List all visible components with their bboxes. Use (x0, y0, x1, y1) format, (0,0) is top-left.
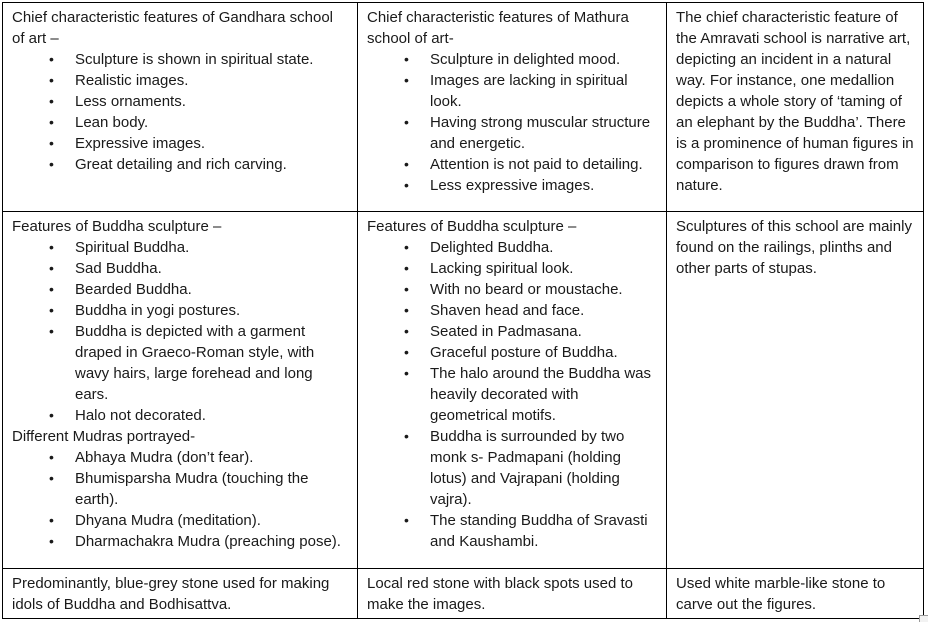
bullet-item (49, 531, 349, 552)
bullet-icon: • (49, 533, 54, 549)
bullet-item (49, 258, 349, 279)
bullet-item (49, 405, 349, 426)
cell-amravati-characteristics (667, 3, 924, 212)
bullet-icon: • (404, 156, 409, 172)
bullet-text: Sculpture is shown in spiritual state. (75, 51, 314, 68)
bullet-text: Images are lacking in spiritual look. (430, 72, 628, 110)
bullet-text: Lean body. (75, 114, 149, 131)
table-row-characteristics (3, 3, 924, 212)
bullet-text: Less ornaments. (75, 93, 186, 110)
bullet-icon: • (49, 239, 54, 255)
cell-paragraph-text: Local red stone with black spots used to make the images. (367, 575, 633, 613)
table-row-stone-material (3, 569, 924, 619)
bullet-item (404, 70, 658, 112)
bullet-item (49, 300, 349, 321)
bullet-icon: • (49, 512, 54, 528)
bullet-item (404, 342, 658, 363)
cell-gandhara-buddha-features (3, 212, 358, 569)
bullet-icon: • (49, 51, 54, 67)
bullet-icon: • (404, 365, 409, 381)
bullet-item (404, 237, 658, 258)
bullet-item (49, 112, 349, 133)
bullet-icon: • (404, 302, 409, 318)
bullet-item (404, 279, 658, 300)
cell-amravati-stone (667, 569, 924, 619)
table-row-buddha-features (3, 212, 924, 569)
bullet-icon: • (49, 114, 54, 130)
bullet-icon: • (49, 72, 54, 88)
cell-amravati-locations (667, 212, 924, 569)
bullet-item (404, 175, 658, 196)
bullet-item (49, 510, 349, 531)
bullet-icon: • (404, 281, 409, 297)
bullet-text: Buddha is surrounded by two monk s- Padmapani (holding lotus) and Vajrapani (holding vajra). (430, 428, 625, 508)
bullet-item (404, 154, 658, 175)
bullet-item (404, 300, 658, 321)
cell-mathura-characteristics (358, 3, 667, 212)
cell-gandhara-characteristics (3, 3, 358, 212)
bullet-text: Spiritual Buddha. (75, 239, 190, 256)
bullet-item (404, 112, 658, 154)
bullet-list (12, 237, 349, 426)
bullet-item (49, 133, 349, 154)
bullet-text: Having strong muscular structure and energetic. (430, 114, 651, 152)
cell-mathura-buddha-features (358, 212, 667, 569)
bullet-text: With no beard or moustache. (430, 281, 623, 298)
bullet-list (12, 447, 349, 552)
bullet-text: Lacking spiritual look. (430, 260, 574, 277)
cell-intro-text: Different Mudras portrayed- (12, 428, 196, 445)
bullet-item (49, 91, 349, 112)
bullet-icon: • (49, 156, 54, 172)
bullet-item (49, 237, 349, 258)
cell-paragraph-text: Used white marble-like stone to carve out the figures. (676, 575, 886, 613)
bullet-text: Attention is not paid to detailing. (430, 156, 643, 173)
bullet-item (49, 321, 349, 405)
bullet-icon: • (49, 449, 54, 465)
cell-gandhara-stone (3, 569, 358, 619)
cell-intro-text: Chief characteristic features of Mathura school of art- (367, 9, 629, 47)
bullet-text: Great detailing and rich carving. (75, 156, 287, 173)
bullet-list (367, 49, 658, 196)
schools-comparison-table (2, 2, 924, 619)
bullet-item (49, 447, 349, 468)
bullet-text: Bearded Buddha. (75, 281, 192, 298)
bullet-text: Sculpture in delighted mood. (430, 51, 621, 68)
cell-paragraph-text: Predominantly, blue-grey stone used for making idols of Buddha and Bodhisattva. (12, 575, 330, 613)
bullet-text: Realistic images. (75, 72, 189, 89)
bullet-text: Buddha in yogi postures. (75, 302, 241, 319)
bullet-item (404, 49, 658, 70)
bullet-item (404, 426, 658, 510)
bullet-text: The standing Buddha of Sravasti and Kaushambi. (430, 512, 648, 550)
bullet-icon: • (404, 428, 409, 444)
bullet-item (404, 258, 658, 279)
bullet-icon: • (404, 323, 409, 339)
cell-paragraph-text: The chief characteristic feature of the Amravati school is narrative art, depicting an incident in a natural way. For instance, one medallion depicts a whole story of ‘taming of an elephant by the Buddha’. There is a prominence of human figures in comparison to figures drawn from nature. (676, 9, 914, 194)
bullet-item (404, 363, 658, 426)
bullet-text: Delighted Buddha. (430, 239, 554, 256)
bullet-item (49, 70, 349, 91)
bullet-text: Buddha is depicted with a garment draped in Graeco-Roman style, with wavy hairs, large forehead and long ears. (75, 323, 315, 403)
bullet-text: Halo not decorated. (75, 407, 206, 424)
bullet-icon: • (404, 177, 409, 193)
bullet-icon: • (49, 470, 54, 486)
bullet-icon: • (404, 260, 409, 276)
bullet-text: Bhumisparsha Mudra (touching the earth). (75, 470, 309, 508)
bullet-icon: • (49, 323, 54, 339)
cell-intro-text: Features of Buddha sculpture – (367, 218, 577, 235)
bullet-text: Abhaya Mudra (don’t fear). (75, 449, 254, 466)
bullet-icon: • (404, 51, 409, 67)
bullet-icon: • (49, 135, 54, 151)
bullet-text: Dhyana Mudra (meditation). (75, 512, 261, 529)
bullet-icon: • (404, 344, 409, 360)
bullet-icon: • (49, 407, 54, 423)
bullet-text: Seated in Padmasana. (430, 323, 582, 340)
bullet-text: Sad Buddha. (75, 260, 162, 277)
cell-mathura-stone (358, 569, 667, 619)
bullet-item (49, 468, 349, 510)
bullet-text: The halo around the Buddha was heavily decorated with geometrical motifs. (430, 365, 651, 424)
table-resize-handle-icon[interactable] (919, 615, 928, 622)
bullet-text: Shaven head and face. (430, 302, 585, 319)
bullet-icon: • (404, 72, 409, 88)
bullet-text: Dharmachakra Mudra (preaching pose). (75, 533, 341, 550)
cell-paragraph-text: Sculptures of this school are mainly found on the railings, plinths and other parts of stupas. (676, 218, 912, 277)
bullet-icon: • (404, 114, 409, 130)
bullet-text: Graceful posture of Buddha. (430, 344, 618, 361)
bullet-text: Less expressive images. (430, 177, 595, 194)
bullet-item (49, 49, 349, 70)
bullet-icon: • (49, 281, 54, 297)
bullet-icon: • (404, 239, 409, 255)
bullet-list (367, 237, 658, 552)
bullet-text: Expressive images. (75, 135, 206, 152)
bullet-item (404, 510, 658, 552)
cell-intro-text: Chief characteristic features of Gandhara school of art – (12, 9, 333, 47)
bullet-list (12, 49, 349, 175)
cell-intro-text: Features of Buddha sculpture – (12, 218, 222, 235)
bullet-item (404, 321, 658, 342)
bullet-icon: • (404, 512, 409, 528)
bullet-item (49, 279, 349, 300)
bullet-icon: • (49, 93, 54, 109)
bullet-icon: • (49, 302, 54, 318)
bullet-item (49, 154, 349, 175)
bullet-icon: • (49, 260, 54, 276)
